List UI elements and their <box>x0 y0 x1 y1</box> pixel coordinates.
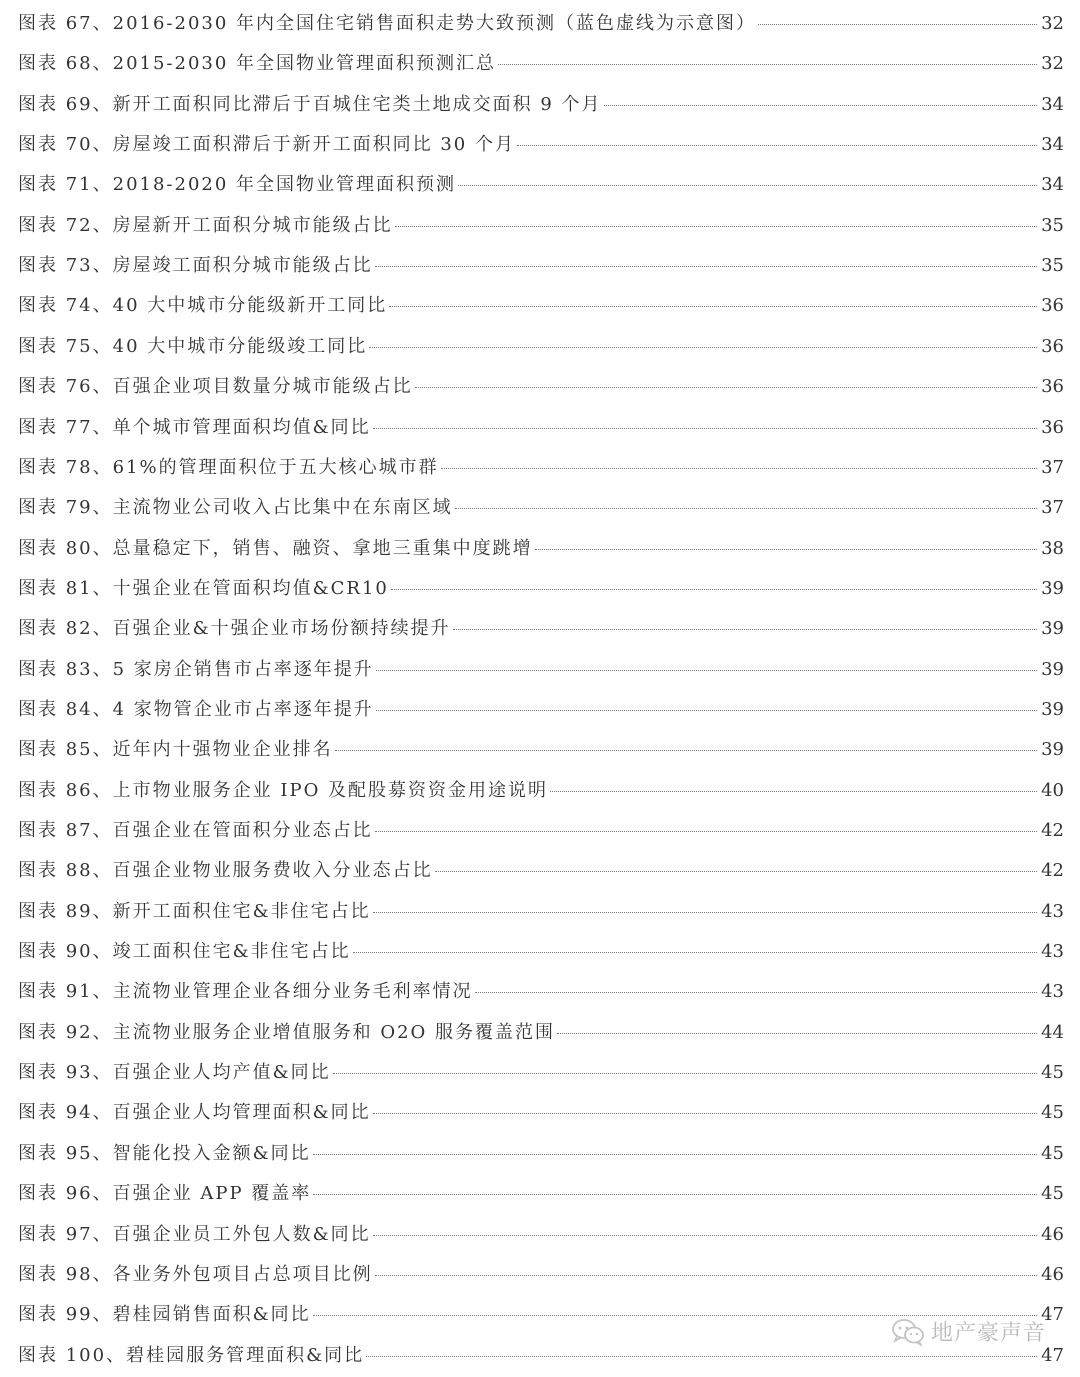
toc-entry[interactable] <box>18 574 1064 604</box>
wechat-icon <box>891 1318 925 1346</box>
toc-entry-page: 45 <box>1041 1062 1064 1084</box>
dot-leader <box>550 791 1037 792</box>
toc-entry-title: 图表 69、新开工面积同比滞后于百城住宅类土地成交面积 9 个月 <box>18 93 602 115</box>
toc-entry-page: 40 <box>1041 779 1064 801</box>
toc-entry[interactable] <box>18 897 1064 927</box>
dot-leader <box>375 831 1037 832</box>
toc-entry[interactable] <box>18 1139 1064 1169</box>
toc-entry-page: 46 <box>1041 1223 1064 1245</box>
toc-entry-title: 图表 79、主流物业公司收入占比集中在东南区域 <box>18 497 453 519</box>
dot-leader <box>535 549 1037 550</box>
dot-leader <box>455 508 1037 509</box>
toc-entry[interactable] <box>18 413 1064 443</box>
dot-leader <box>335 750 1037 751</box>
toc-entry-title: 图表 82、百强企业&十强企业市场份额持续提升 <box>18 618 451 640</box>
dot-leader <box>458 185 1037 186</box>
dot-leader <box>366 1356 1037 1357</box>
dot-leader <box>395 226 1037 227</box>
dot-leader <box>435 871 1037 872</box>
toc-entry[interactable] <box>18 453 1064 483</box>
dot-leader <box>758 24 1037 25</box>
toc-entry-title: 图表 70、房屋竣工面积滞后于新开工面积同比 30 个月 <box>18 134 515 156</box>
toc-entry-page: 34 <box>1041 134 1064 156</box>
toc-entry-page: 36 <box>1041 376 1064 398</box>
toc-entry-page: 35 <box>1041 255 1064 277</box>
toc-entry[interactable] <box>18 130 1064 160</box>
toc-entry-page: 39 <box>1041 698 1064 720</box>
toc-entry-title: 图表 67、2016-2030 年内全国住宅销售面积走势大致预测（蓝色虚线为示意图） <box>18 13 757 34</box>
toc-entry[interactable] <box>18 614 1064 644</box>
toc-entry-title: 图表 91、主流物业管理企业各细分业务毛利率情况 <box>18 981 473 1003</box>
toc-entry-title: 图表 74、40 大中城市分能级新开工同比 <box>18 295 388 317</box>
toc-entry-title: 图表 99、碧桂园销售面积&同比 <box>18 1304 311 1326</box>
dot-leader <box>313 1194 1037 1195</box>
toc-entry-title: 图表 68、2015-2030 年全国物业管理面积预测汇总 <box>18 53 497 75</box>
dot-leader <box>369 347 1037 348</box>
toc-entry[interactable] <box>18 776 1064 806</box>
toc-entry-title: 图表 90、竣工面积住宅&非住宅占比 <box>18 941 351 963</box>
toc-entry-page: 45 <box>1041 1102 1064 1124</box>
toc-entry-title: 图表 76、百强企业项目数量分城市能级占比 <box>18 376 413 398</box>
dot-leader <box>375 1275 1037 1276</box>
dot-leader <box>498 64 1037 65</box>
toc-entry-title: 图表 100、碧桂园服务管理面积&同比 <box>18 1344 365 1366</box>
toc-entry[interactable] <box>18 1260 1064 1290</box>
toc-entry[interactable] <box>18 534 1064 564</box>
toc-entry[interactable] <box>18 372 1064 402</box>
dot-leader <box>453 629 1037 630</box>
toc-entry-title: 图表 95、智能化投入金额&同比 <box>18 1142 311 1164</box>
dot-leader <box>373 1113 1037 1114</box>
toc-entry-title: 图表 80、总量稳定下，销售、融资、拿地三重集中度跳增 <box>18 537 533 559</box>
toc-entry[interactable] <box>18 49 1064 79</box>
dot-leader <box>376 710 1037 711</box>
toc-entry[interactable] <box>18 1058 1064 1088</box>
toc-entry-page: 36 <box>1041 295 1064 317</box>
toc-entry-page: 43 <box>1041 941 1064 963</box>
toc-entry[interactable] <box>18 9 1064 39</box>
toc-entry[interactable] <box>18 937 1064 967</box>
toc-entry-title: 图表 72、房屋新开工面积分城市能级占比 <box>18 214 393 236</box>
toc-entry-page: 34 <box>1041 174 1064 196</box>
toc-entry-page: 37 <box>1041 456 1064 478</box>
toc-entry-page: 46 <box>1041 1263 1064 1285</box>
toc-entry[interactable] <box>18 90 1064 120</box>
dot-leader <box>375 266 1037 267</box>
toc-entry-title: 图表 84、4 家物管企业市占率逐年提升 <box>18 698 374 720</box>
toc-entry-title: 图表 93、百强企业人均产值&同比 <box>18 1062 331 1084</box>
toc-entry[interactable] <box>18 856 1064 886</box>
toc-entry-page: 42 <box>1041 860 1064 882</box>
toc-entry-page: 39 <box>1041 618 1064 640</box>
toc-entry[interactable] <box>18 332 1064 362</box>
dot-leader <box>475 992 1037 993</box>
toc-entry-page: 43 <box>1041 900 1064 922</box>
toc-entry-title: 图表 83、5 家房企销售市占率逐年提升 <box>18 658 374 680</box>
toc-entry[interactable] <box>18 1220 1064 1250</box>
dot-leader <box>373 428 1037 429</box>
toc-entry-page: 47 <box>1041 1344 1064 1366</box>
toc-entry-page: 42 <box>1041 820 1064 841</box>
dot-leader <box>441 468 1037 469</box>
toc-entry[interactable] <box>18 655 1064 685</box>
toc-entry-page: 39 <box>1041 739 1064 761</box>
toc-entry-title: 图表 87、百强企业在管面积分业态占比 <box>18 820 373 841</box>
dot-leader <box>391 589 1037 590</box>
dot-leader <box>389 306 1037 307</box>
toc-entry-title: 图表 97、百强企业员工外包人数&同比 <box>18 1223 371 1245</box>
toc-entry-title: 图表 71、2018-2020 年全国物业管理面积预测 <box>18 174 457 196</box>
dot-leader <box>333 1073 1037 1074</box>
toc-entry[interactable] <box>18 695 1064 725</box>
toc-entry-page: 34 <box>1041 93 1064 115</box>
toc-entry-title: 图表 98、各业务外包项目占总项目比例 <box>18 1263 373 1285</box>
dot-leader <box>313 1154 1037 1155</box>
toc-entry-title: 图表 86、上市物业服务企业 IPO 及配股募资资金用途说明 <box>18 779 549 801</box>
toc-entry-title: 图表 92、主流物业服务企业增值服务和 O2O 服务覆盖范围 <box>18 1021 556 1043</box>
toc-entry-page: 44 <box>1041 1021 1064 1043</box>
toc-entry-page: 32 <box>1041 13 1064 34</box>
toc-entry[interactable] <box>18 1179 1064 1209</box>
dot-leader <box>353 952 1037 953</box>
dot-leader <box>517 145 1037 146</box>
toc-entry-page: 45 <box>1041 1183 1064 1205</box>
toc-entry-title: 图表 85、近年内十强物业企业排名 <box>18 739 333 761</box>
toc-entry-page: 37 <box>1041 497 1064 519</box>
toc-entry[interactable] <box>18 493 1064 523</box>
toc-entry-title: 图表 89、新开工面积住宅&非住宅占比 <box>18 900 371 922</box>
toc-entry-title: 图表 73、房屋竣工面积分城市能级占比 <box>18 255 373 277</box>
watermark-text: 地产豪声音 <box>930 1321 1046 1346</box>
toc-entry-page: 36 <box>1041 335 1064 357</box>
dot-leader <box>557 1033 1037 1034</box>
toc-entry-page: 36 <box>1041 416 1064 438</box>
toc-entry-title: 图表 81、十强企业在管面积均值&CR10 <box>18 577 389 599</box>
dot-leader <box>604 105 1038 106</box>
toc-entry-title: 图表 78、61%的管理面积位于五大核心城市群 <box>18 456 439 478</box>
toc-entry-title: 图表 75、40 大中城市分能级竣工同比 <box>18 335 368 357</box>
dot-leader <box>373 1235 1037 1236</box>
toc-entry-page: 39 <box>1041 658 1064 680</box>
watermark <box>891 1316 1046 1347</box>
toc-entry-page: 39 <box>1041 577 1064 599</box>
dot-leader <box>376 670 1037 671</box>
toc-entry-title: 图表 77、单个城市管理面积均值&同比 <box>18 416 371 438</box>
toc-entry-page: 47 <box>1041 1304 1064 1326</box>
toc-entry-page: 45 <box>1041 1142 1064 1164</box>
toc-entry[interactable] <box>18 211 1064 241</box>
toc-entry[interactable] <box>18 816 1064 846</box>
toc-entry-title: 图表 96、百强企业 APP 覆盖率 <box>18 1183 312 1205</box>
toc-entry[interactable] <box>18 735 1064 765</box>
dot-leader <box>373 912 1037 913</box>
toc-entry[interactable] <box>18 1018 1064 1048</box>
toc-entry-page: 32 <box>1041 53 1064 75</box>
toc-entry-title: 图表 88、百强企业物业服务费收入分业态占比 <box>18 860 433 882</box>
toc-entry[interactable] <box>18 977 1064 1007</box>
toc-entry[interactable] <box>18 251 1064 281</box>
toc-entry-page: 38 <box>1041 537 1064 559</box>
toc-entry[interactable] <box>18 170 1064 200</box>
dot-leader <box>415 387 1037 388</box>
toc-entry-page: 35 <box>1041 214 1064 236</box>
toc-entry-title: 图表 94、百强企业人均管理面积&同比 <box>18 1102 371 1124</box>
toc-entry[interactable] <box>18 1098 1064 1128</box>
toc-entry-page: 43 <box>1041 981 1064 1003</box>
toc-entry[interactable] <box>18 291 1064 321</box>
